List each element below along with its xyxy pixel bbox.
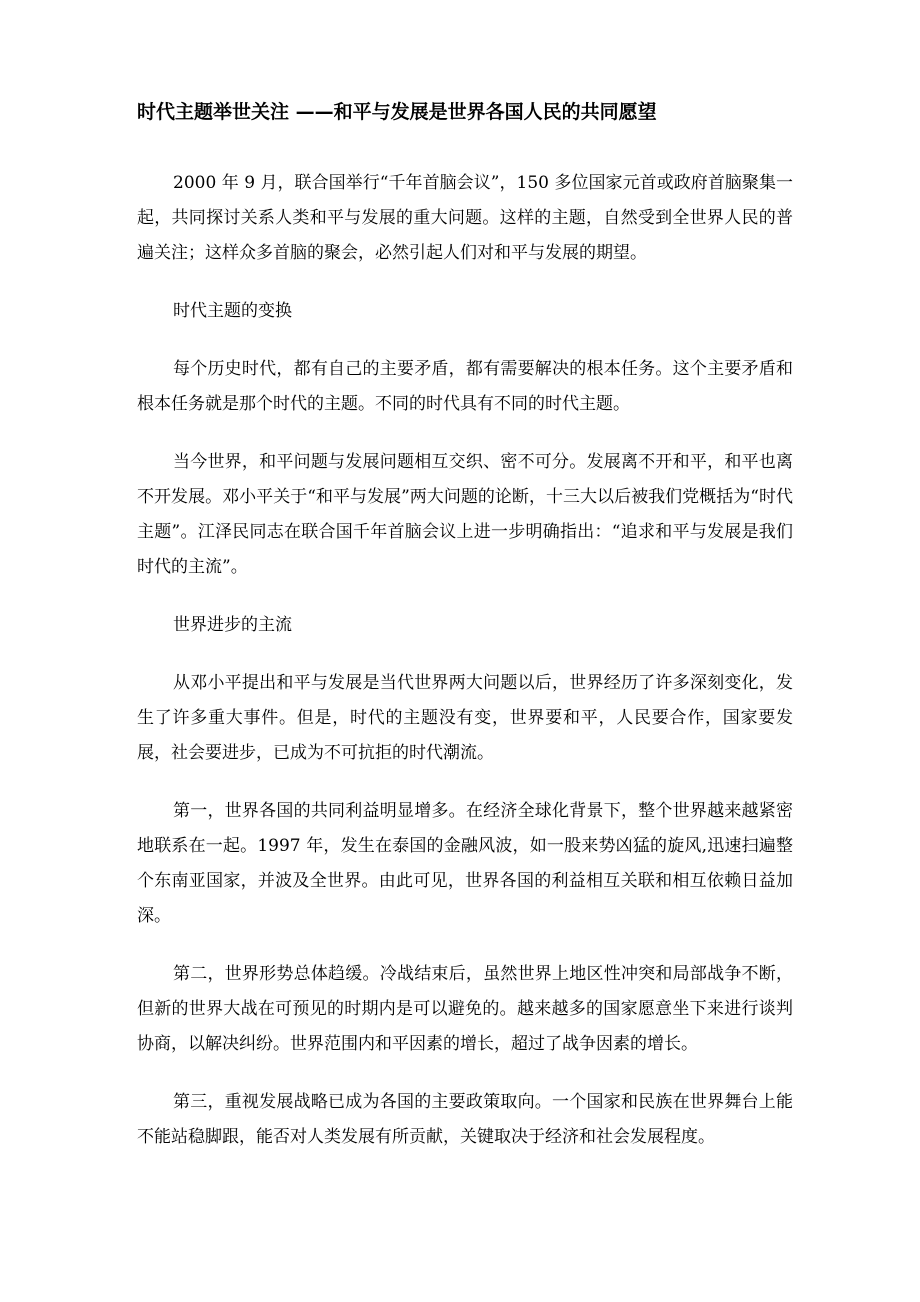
paragraph-point-two: 第二，世界形势总体趋缓。冷战结束后，虽然世界上地区性冲突和局部战争不断，但新的世界大战在可预见的时期内是可以避免的。越来越多的国家愿意坐下来进行谈判协商，以解决纠纷。世界范围内和平因素的增长，超过了战争因素的增长。 — [137, 964, 793, 1054]
paragraph-intro: 2000 年 9 月，联合国举行“千年首脑会议”，150 多位国家元首或政府首脑聚集一起，共同探讨关系人类和平与发展的重大问题。这样的主题，自然受到全世界人民的普遍关注；这样众多首脑的聚会，必然引起人们对和平与发展的期望。 — [137, 173, 793, 263]
document-title: 时代主题举世关注 ——和平与发展是世界各国人民的共同愿望 — [137, 101, 657, 123]
section-heading-mainstream: 世界进步的主流 — [173, 615, 292, 635]
section-heading-theme-change: 时代主题的变换 — [173, 301, 292, 321]
paragraph-world-changes: 从邓小平提出和平与发展是当代世界两大问题以后，世界经历了许多深刻变化，发生了许多重大事件。但是，时代的主题没有变，世界要和平，人民要合作，国家要发展，社会要进步，已成为不可抗拒的时代潮流。 — [137, 673, 793, 763]
paragraph-point-one: 第一，世界各国的共同利益明显增多。在经济全球化背景下，整个世界越来越紧密地联系在一起。1997 年，发生在泰国的金融风波，如一股来势凶猛的旋风,迅速扫遍整个东南亚国家，并波及全世界。由此可见，世界各国的利益相互关联和相互依赖日益加深。 — [137, 801, 793, 926]
paragraph-point-three: 第三，重视发展战略已成为各国的主要政策取向。一个国家和民族在世界舞台上能不能站稳脚跟，能否对人类发展有所贡献，关键取决于经济和社会发展程度。 — [137, 1092, 793, 1147]
paragraph-peace-development: 当今世界，和平问题与发展问题相互交织、密不可分。发展离不开和平，和平也离不开发展。邓小平关于“和平与发展”两大问题的论断，十三大以后被我们党概括为“时代主题”。江泽民同志在联合国千年首脑会议上进一步明确指出：“追求和平与发展是我们时代的主流”。 — [137, 452, 793, 577]
paragraph-era-theme: 每个历史时代，都有自己的主要矛盾，都有需要解决的根本任务。这个主要矛盾和根本任务就是那个时代的主题。不同的时代具有不同的时代主题。 — [137, 359, 793, 414]
